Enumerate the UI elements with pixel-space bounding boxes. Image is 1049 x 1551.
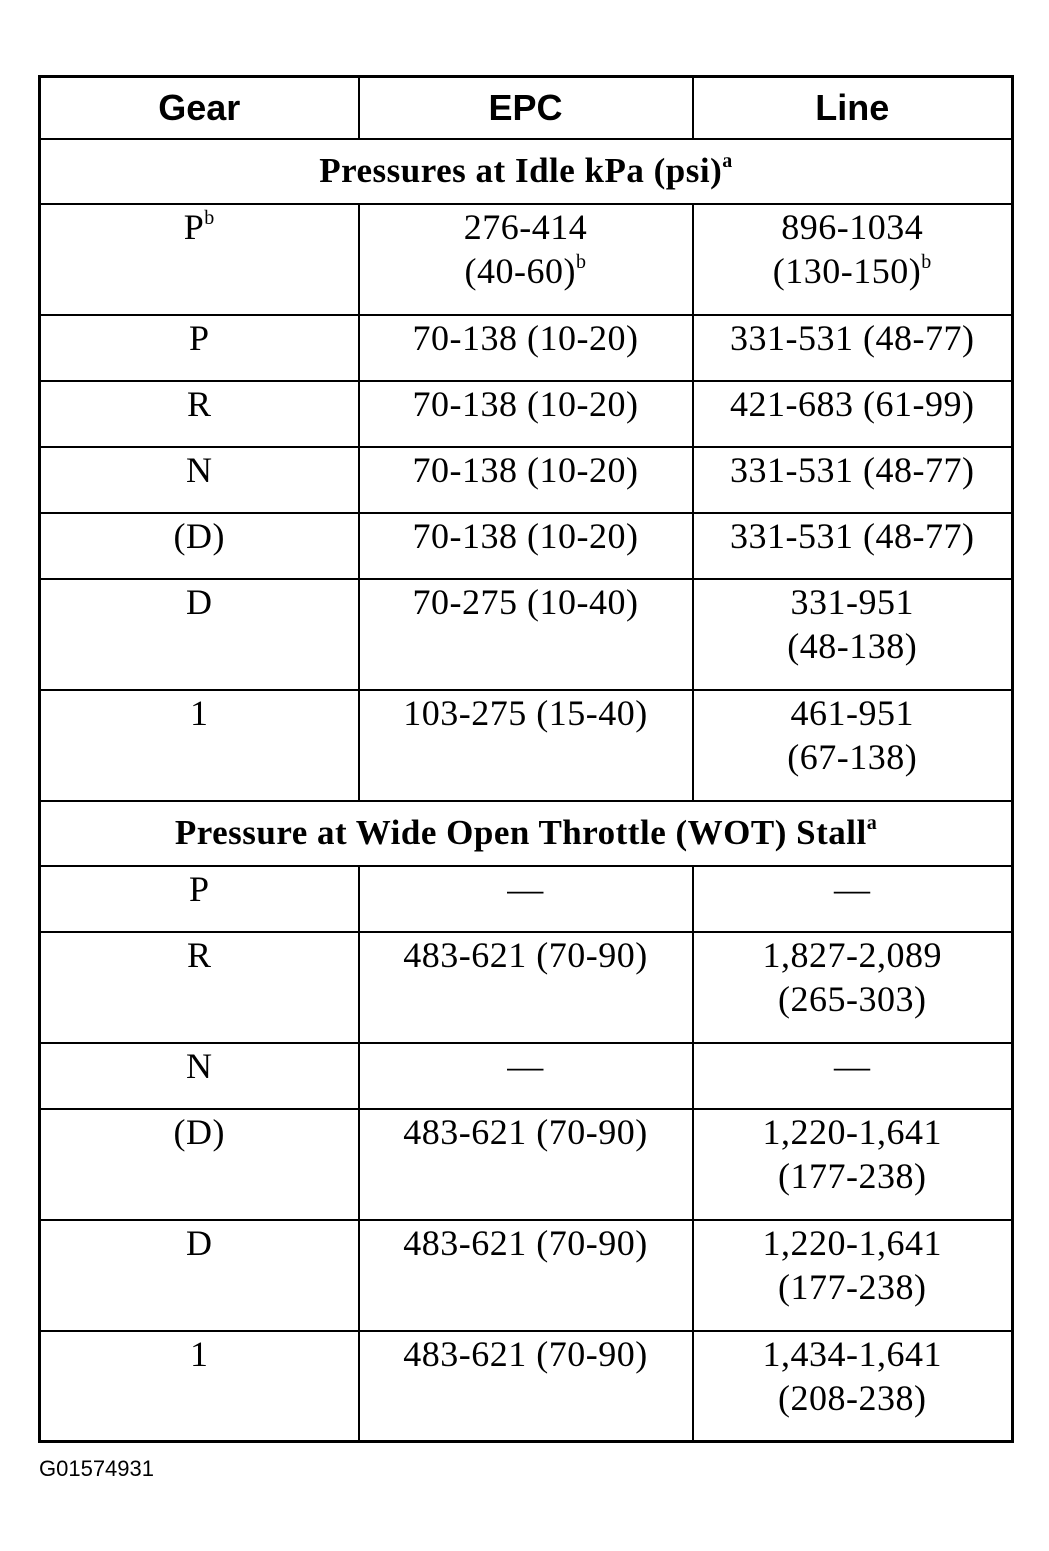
- table-row: [40, 579, 1013, 690]
- section-row-wot-stall: [40, 801, 1013, 866]
- header-row: [40, 77, 1013, 139]
- table-row: [40, 866, 1013, 932]
- table-row: [40, 1220, 1013, 1331]
- line-cell: —: [693, 1043, 1013, 1109]
- gear-cell: 1: [40, 1331, 359, 1442]
- table-row: [40, 381, 1013, 447]
- line-cell: 896-1034 $(130-150)^b$: [693, 204, 1013, 315]
- line-cell: 331-531 (48-77): [693, 315, 1013, 381]
- line-cell: 1,827-2,089 (265-303): [693, 932, 1013, 1043]
- section-title-wot-stall: Pressure at Wide Open Throttle (WOT) Stall$^a$: [40, 801, 1013, 866]
- epc-cell: 70-275 (10-40): [359, 579, 693, 690]
- column-header-line: Line: [693, 77, 1013, 139]
- gear-cell: D: [40, 579, 359, 690]
- table-row: [40, 513, 1013, 579]
- table-row: [40, 690, 1013, 801]
- section-title-idle: Pressures at Idle kPa (psi)$^a$: [40, 139, 1013, 204]
- epc-cell: 483-621 (70-90): [359, 1331, 693, 1442]
- epc-cell: 483-621 (70-90): [359, 1109, 693, 1220]
- epc-cell: 276-414 $(40-60)^b$: [359, 204, 693, 315]
- gear-cell: R: [40, 932, 359, 1043]
- section-row-idle: [40, 139, 1013, 204]
- column-header-gear: Gear: [40, 77, 359, 139]
- table-row: [40, 1331, 1013, 1442]
- line-cell: 421-683 (61-99): [693, 381, 1013, 447]
- line-cell: —: [693, 866, 1013, 932]
- epc-cell: 70-138 (10-20): [359, 447, 693, 513]
- line-cell: 331-531 (48-77): [693, 447, 1013, 513]
- gear-cell: D: [40, 1220, 359, 1331]
- epc-cell: 103-275 (15-40): [359, 690, 693, 801]
- line-cell: 331-531 (48-77): [693, 513, 1013, 579]
- gear-cell: N: [40, 447, 359, 513]
- table-row: [40, 204, 1013, 315]
- figure-id: G01574931: [39, 1456, 154, 1481]
- gear-cell: N: [40, 1043, 359, 1109]
- gear-cell: P: [40, 315, 359, 381]
- epc-cell: 483-621 (70-90): [359, 932, 693, 1043]
- epc-cell: —: [359, 1043, 693, 1109]
- epc-cell: 70-138 (10-20): [359, 315, 693, 381]
- gear-cell: P: [40, 866, 359, 932]
- table-row: [40, 315, 1013, 381]
- table-row: [40, 447, 1013, 513]
- epc-cell: 70-138 (10-20): [359, 381, 693, 447]
- epc-cell: 70-138 (10-20): [359, 513, 693, 579]
- pressure-spec-table: [38, 75, 1014, 1443]
- gear-cell: (D): [40, 513, 359, 579]
- line-cell: 461-951 (67-138): [693, 690, 1013, 801]
- line-cell: 1,220-1,641 (177-238): [693, 1220, 1013, 1331]
- line-cell: 1,220-1,641 (177-238): [693, 1109, 1013, 1220]
- column-header-epc: EPC: [359, 77, 693, 139]
- gear-cell: R: [40, 381, 359, 447]
- table-row: [40, 1109, 1013, 1220]
- line-cell: 1,434-1,641 (208-238): [693, 1331, 1013, 1442]
- gear-cell: 1: [40, 690, 359, 801]
- line-cell: 331-951 (48-138): [693, 579, 1013, 690]
- epc-cell: —: [359, 866, 693, 932]
- epc-cell: 483-621 (70-90): [359, 1220, 693, 1331]
- gear-cell: (D): [40, 1109, 359, 1220]
- table-row: [40, 932, 1013, 1043]
- table-row: [40, 1043, 1013, 1109]
- gear-cell: $P^b$: [40, 204, 359, 315]
